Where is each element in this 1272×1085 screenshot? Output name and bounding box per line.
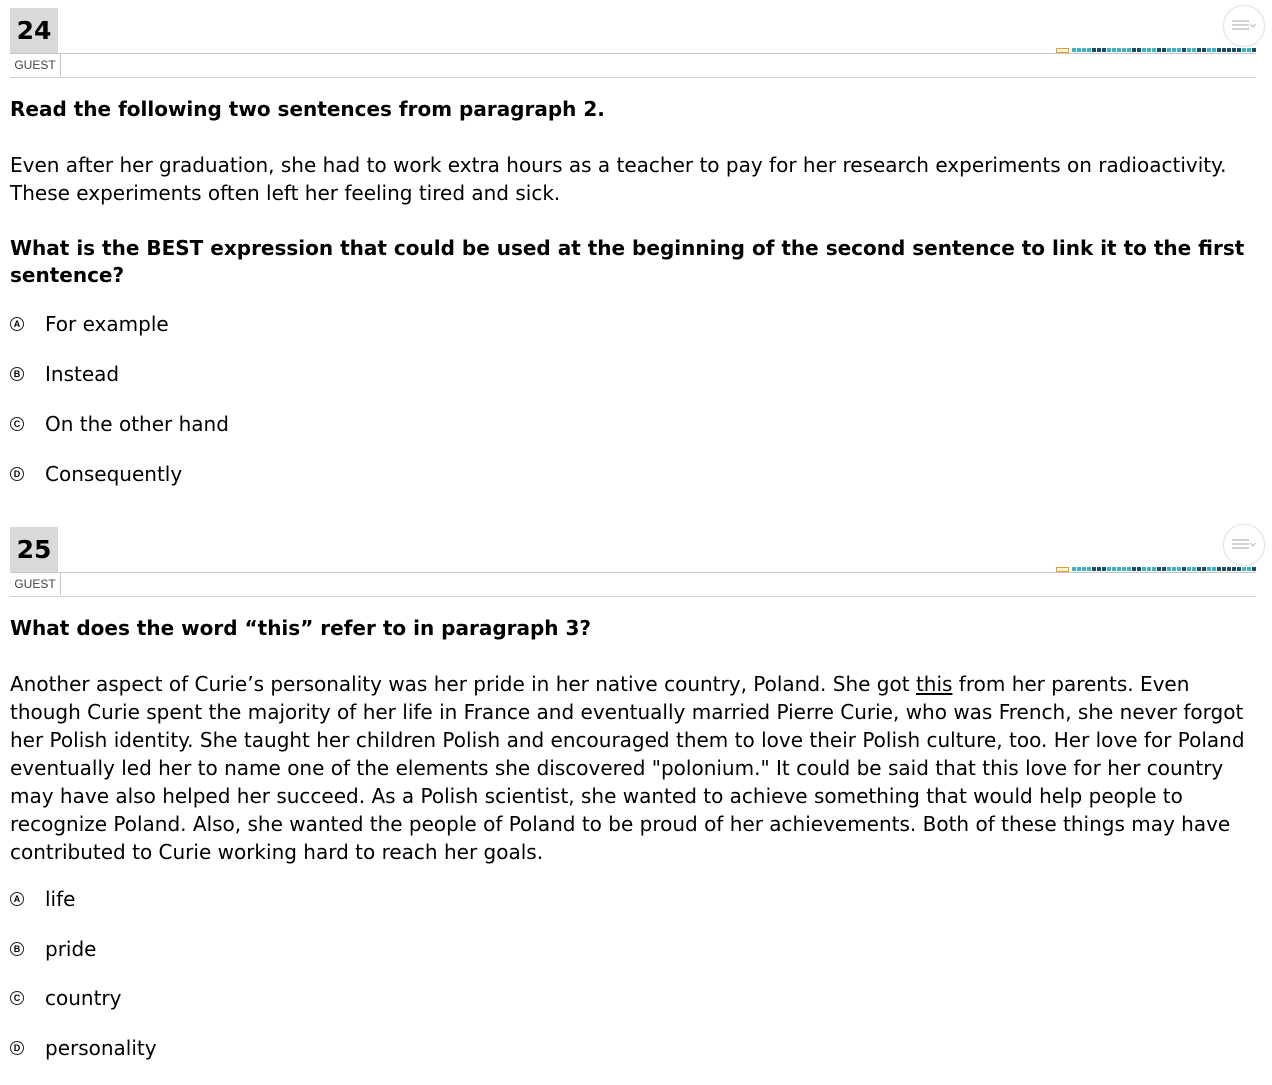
progress-segment [1122, 567, 1126, 571]
progress-segment [1242, 48, 1246, 52]
question-menu-button[interactable] [1223, 524, 1265, 566]
option-text: life [45, 887, 76, 911]
progress-segment [1147, 567, 1151, 571]
option-letter-a: A [10, 892, 24, 906]
progress-segment [1237, 48, 1241, 52]
option-text: For example [45, 312, 169, 336]
progress-segment [1167, 48, 1171, 52]
progress-segment [1177, 567, 1181, 571]
progress-segment [1117, 48, 1121, 52]
progress-segment [1157, 48, 1161, 52]
option-letter-c: C [10, 991, 24, 1005]
progress-segment [1167, 567, 1171, 571]
progress-segment [1197, 567, 1201, 571]
progress-segment [1217, 48, 1221, 52]
progress-segment [1207, 48, 1211, 52]
option-letter-d: D [10, 467, 24, 481]
question-number-badge: 25 [10, 527, 58, 572]
header-divider [10, 572, 1256, 573]
option-letter-b: B [10, 367, 24, 381]
option-text: personality [45, 1036, 157, 1060]
question-stem: What is the BEST expression that could be used at the beginning of the second sentence to link it to the first sentence? [10, 236, 1245, 287]
progress-segment [1152, 567, 1156, 571]
option-text: country [45, 986, 122, 1010]
answer-option-a[interactable] [10, 885, 75, 913]
progress-segment [1152, 48, 1156, 52]
excerpt-passage [10, 670, 1256, 866]
user-label: GUEST [10, 573, 61, 595]
progress-segment [1162, 48, 1166, 52]
progress-segment [1137, 48, 1141, 52]
progress-segment [1112, 567, 1116, 571]
progress-segment [1197, 48, 1201, 52]
progress-segment [1182, 567, 1186, 571]
answer-option-d[interactable] [10, 460, 182, 488]
progress-segment [1212, 48, 1216, 52]
progress-segment [1092, 567, 1096, 571]
progress-segment [1227, 567, 1231, 571]
progress-segment [1092, 48, 1096, 52]
progress-segment [1142, 48, 1146, 52]
option-letter-a: A [10, 317, 24, 331]
option-text: On the other hand [45, 412, 229, 436]
progress-segment [1077, 48, 1081, 52]
progress-segment [1117, 567, 1121, 571]
progress-segment [1242, 567, 1246, 571]
progress-segment [1192, 48, 1196, 52]
progress-segment [1072, 567, 1076, 571]
progress-segment [1237, 567, 1241, 571]
progress-segment [1212, 567, 1216, 571]
answer-option-d[interactable] [10, 1034, 157, 1062]
progress-segment [1202, 567, 1206, 571]
passage-text: from her parents. Even though Curie spent the majority of her life in France and eventually married Pierre Curie, who was French, she never forgot her Polish identity. She taught her children Polish and encouraged them to love their Polish culture, too. Her love for Poland eventually led her to name one of the elements she discovered "polonium." It could be said that this love for her country may have also helped her succeed. As a Polish scientist, she wanted to achieve something that would help people to recognize Poland. Also, she wanted the people of Poland to be proud of her achievements. Both of these things may have contributed to Curie working hard to reach her goals. [10, 672, 1245, 864]
progress-segment [1232, 48, 1236, 52]
progress-segment [1087, 567, 1091, 571]
progress-segment [1097, 48, 1101, 52]
progress-segment [1172, 567, 1176, 571]
progress-indicator [1056, 48, 1256, 52]
progress-segment [1232, 567, 1236, 571]
passage-text: Another aspect of Curie’s personality was her pride in her native country, Poland. She got [10, 672, 916, 696]
progress-segment [1132, 567, 1136, 571]
progress-segment [1127, 48, 1131, 52]
progress-segment [1227, 48, 1231, 52]
menu-lines-chevron-icon [1231, 538, 1257, 552]
progress-segment [1187, 567, 1191, 571]
answer-option-c[interactable] [10, 410, 229, 438]
answer-option-a[interactable] [10, 310, 169, 338]
option-text: pride [45, 937, 97, 961]
option-letter-b: B [10, 942, 24, 956]
progress-segment [1217, 567, 1221, 571]
progress-segment [1082, 48, 1086, 52]
progress-segment [1222, 567, 1226, 571]
progress-segment-current [1056, 48, 1069, 53]
progress-segment [1207, 567, 1211, 571]
option-text: Instead [45, 362, 120, 386]
progress-segment [1172, 48, 1176, 52]
progress-segment [1247, 48, 1251, 52]
progress-segment [1082, 567, 1086, 571]
progress-segment [1157, 567, 1161, 571]
progress-segment-current [1056, 567, 1069, 572]
answer-option-b[interactable] [10, 935, 96, 963]
question-prompt: What does the word “this” refer to in paragraph 3? [10, 616, 592, 640]
menu-lines-chevron-icon [1231, 19, 1257, 33]
question-menu-button[interactable] [1223, 5, 1265, 47]
progress-segment [1252, 48, 1256, 52]
excerpt-passage: Even after her graduation, she had to work extra hours as a teacher to pay for her research experiments on radioactivity. These experiments often left her feeling tired and sick. [10, 153, 1227, 205]
progress-segment [1187, 48, 1191, 52]
progress-segment [1252, 567, 1256, 571]
progress-segment [1247, 567, 1251, 571]
option-letter-c: C [10, 417, 24, 431]
referenced-word: this [915, 672, 953, 696]
answer-option-b[interactable] [10, 360, 119, 388]
progress-segment [1122, 48, 1126, 52]
subheader-divider [10, 596, 1256, 597]
progress-segment [1162, 567, 1166, 571]
progress-segment [1107, 567, 1111, 571]
progress-indicator [1056, 567, 1256, 571]
header-divider [10, 53, 1256, 54]
progress-segment [1097, 567, 1101, 571]
question-number-badge: 24 [10, 8, 58, 53]
progress-segment [1202, 48, 1206, 52]
subheader-divider [10, 77, 1256, 78]
question-prompt: Read the following two sentences from paragraph 2. [10, 97, 605, 121]
progress-segment [1177, 48, 1181, 52]
progress-segment [1077, 567, 1081, 571]
progress-segment [1112, 48, 1116, 52]
option-letter-d: D [10, 1041, 24, 1055]
progress-segment [1087, 48, 1091, 52]
option-text: Consequently [45, 462, 183, 486]
progress-segment [1102, 567, 1106, 571]
answer-option-c[interactable] [10, 984, 121, 1012]
progress-segment [1142, 567, 1146, 571]
progress-segment [1102, 48, 1106, 52]
progress-segment [1127, 567, 1131, 571]
progress-segment [1072, 48, 1076, 52]
progress-segment [1137, 567, 1141, 571]
progress-segment [1107, 48, 1111, 52]
user-label: GUEST [10, 54, 61, 76]
progress-segment [1132, 48, 1136, 52]
progress-segment [1182, 48, 1186, 52]
progress-segment [1222, 48, 1226, 52]
progress-segment [1147, 48, 1151, 52]
progress-segment [1192, 567, 1196, 571]
